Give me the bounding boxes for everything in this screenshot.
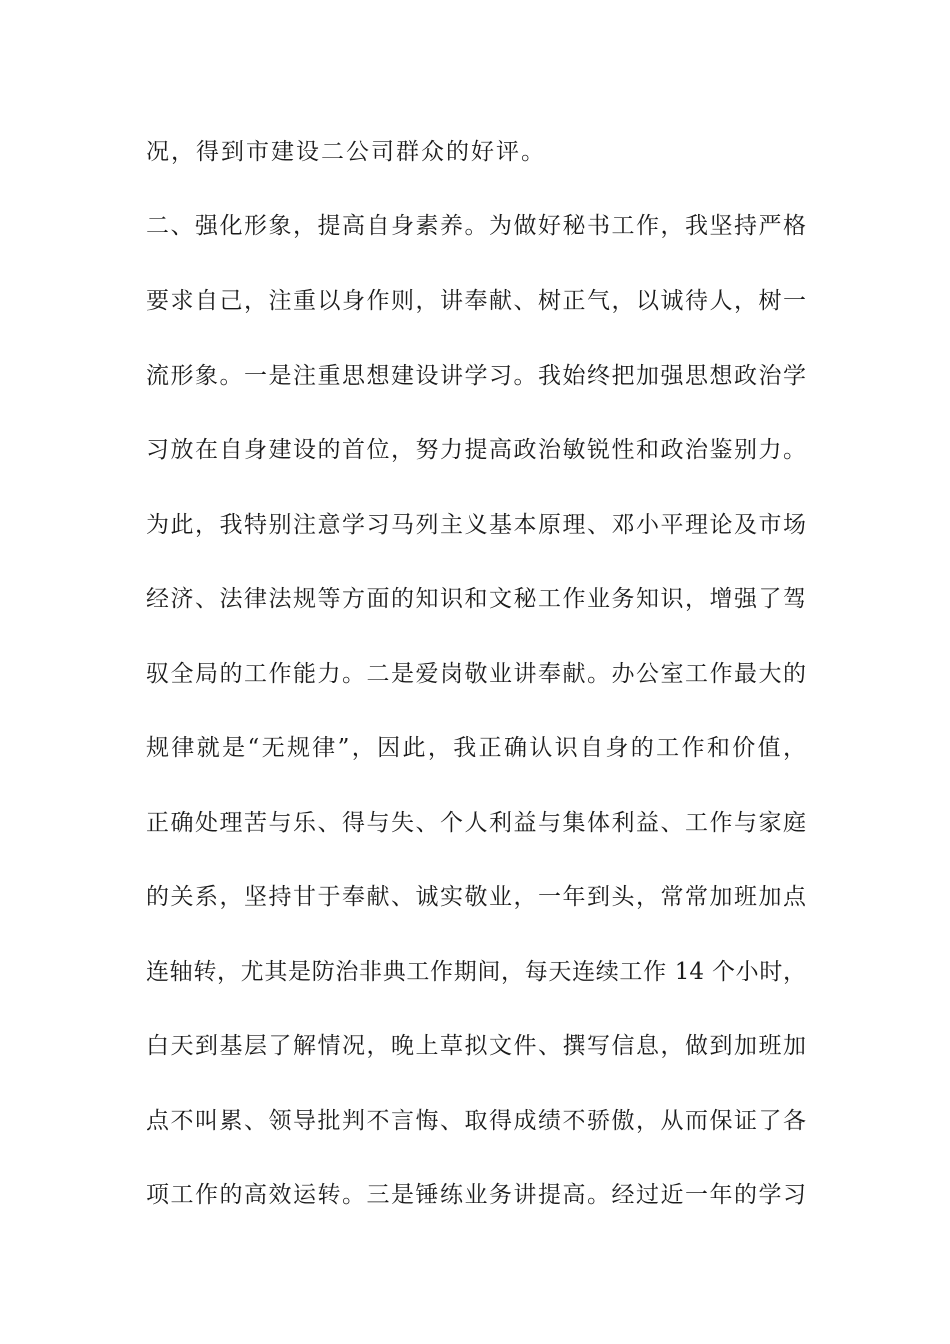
text-line: 二、强化形象，提高自身素养。为做好秘书工作，我坚持严格 [146,213,806,239]
text-line: 经济、法律法规等方面的知识和文秘工作业务知识，增强了驾 [146,586,806,612]
text-line: 况，得到市建设二公司群众的好评。 [146,139,546,165]
text-line: 规律就是“无规律”，因此，我正确认识自身的工作和价值， [146,735,806,761]
text-line: 的关系，坚持甘于奉献、诚实敬业，一年到头，常常加班加点 [146,884,806,910]
text-line: 正确处理苦与乐、得与失、个人利益与集体利益、工作与家庭 [146,810,806,836]
text-line: 流形象。一是注重思想建设讲学习。我始终把加强思想政治学 [146,363,806,389]
text-line: 驭全局的工作能力。二是爱岗敬业讲奉献。办公室工作最大的 [146,661,806,687]
text-line: 白天到基层了解情况，晚上草拟文件、撰写信息，做到加班加 [146,1033,806,1059]
text-line: 要求自己，注重以身作则，讲奉献、树正气，以诚待人，树一 [146,288,806,314]
text-line: 项工作的高效运转。三是锤练业务讲提高。经过近一年的学习 [146,1182,806,1208]
text-line: 习放在自身建设的首位，努力提高政治敏锐性和政治鉴别力。 [146,437,806,463]
text-line: 点不叫累、领导批判不言悔、取得成绩不骄傲，从而保证了各 [146,1108,806,1134]
text-line: 连轴转，尤其是防治非典工作期间，每天连续工作 14 个小时， [146,959,806,985]
text-line: 为此，我特别注意学习马列主义基本原理、邓小平理论及市场 [146,512,806,538]
